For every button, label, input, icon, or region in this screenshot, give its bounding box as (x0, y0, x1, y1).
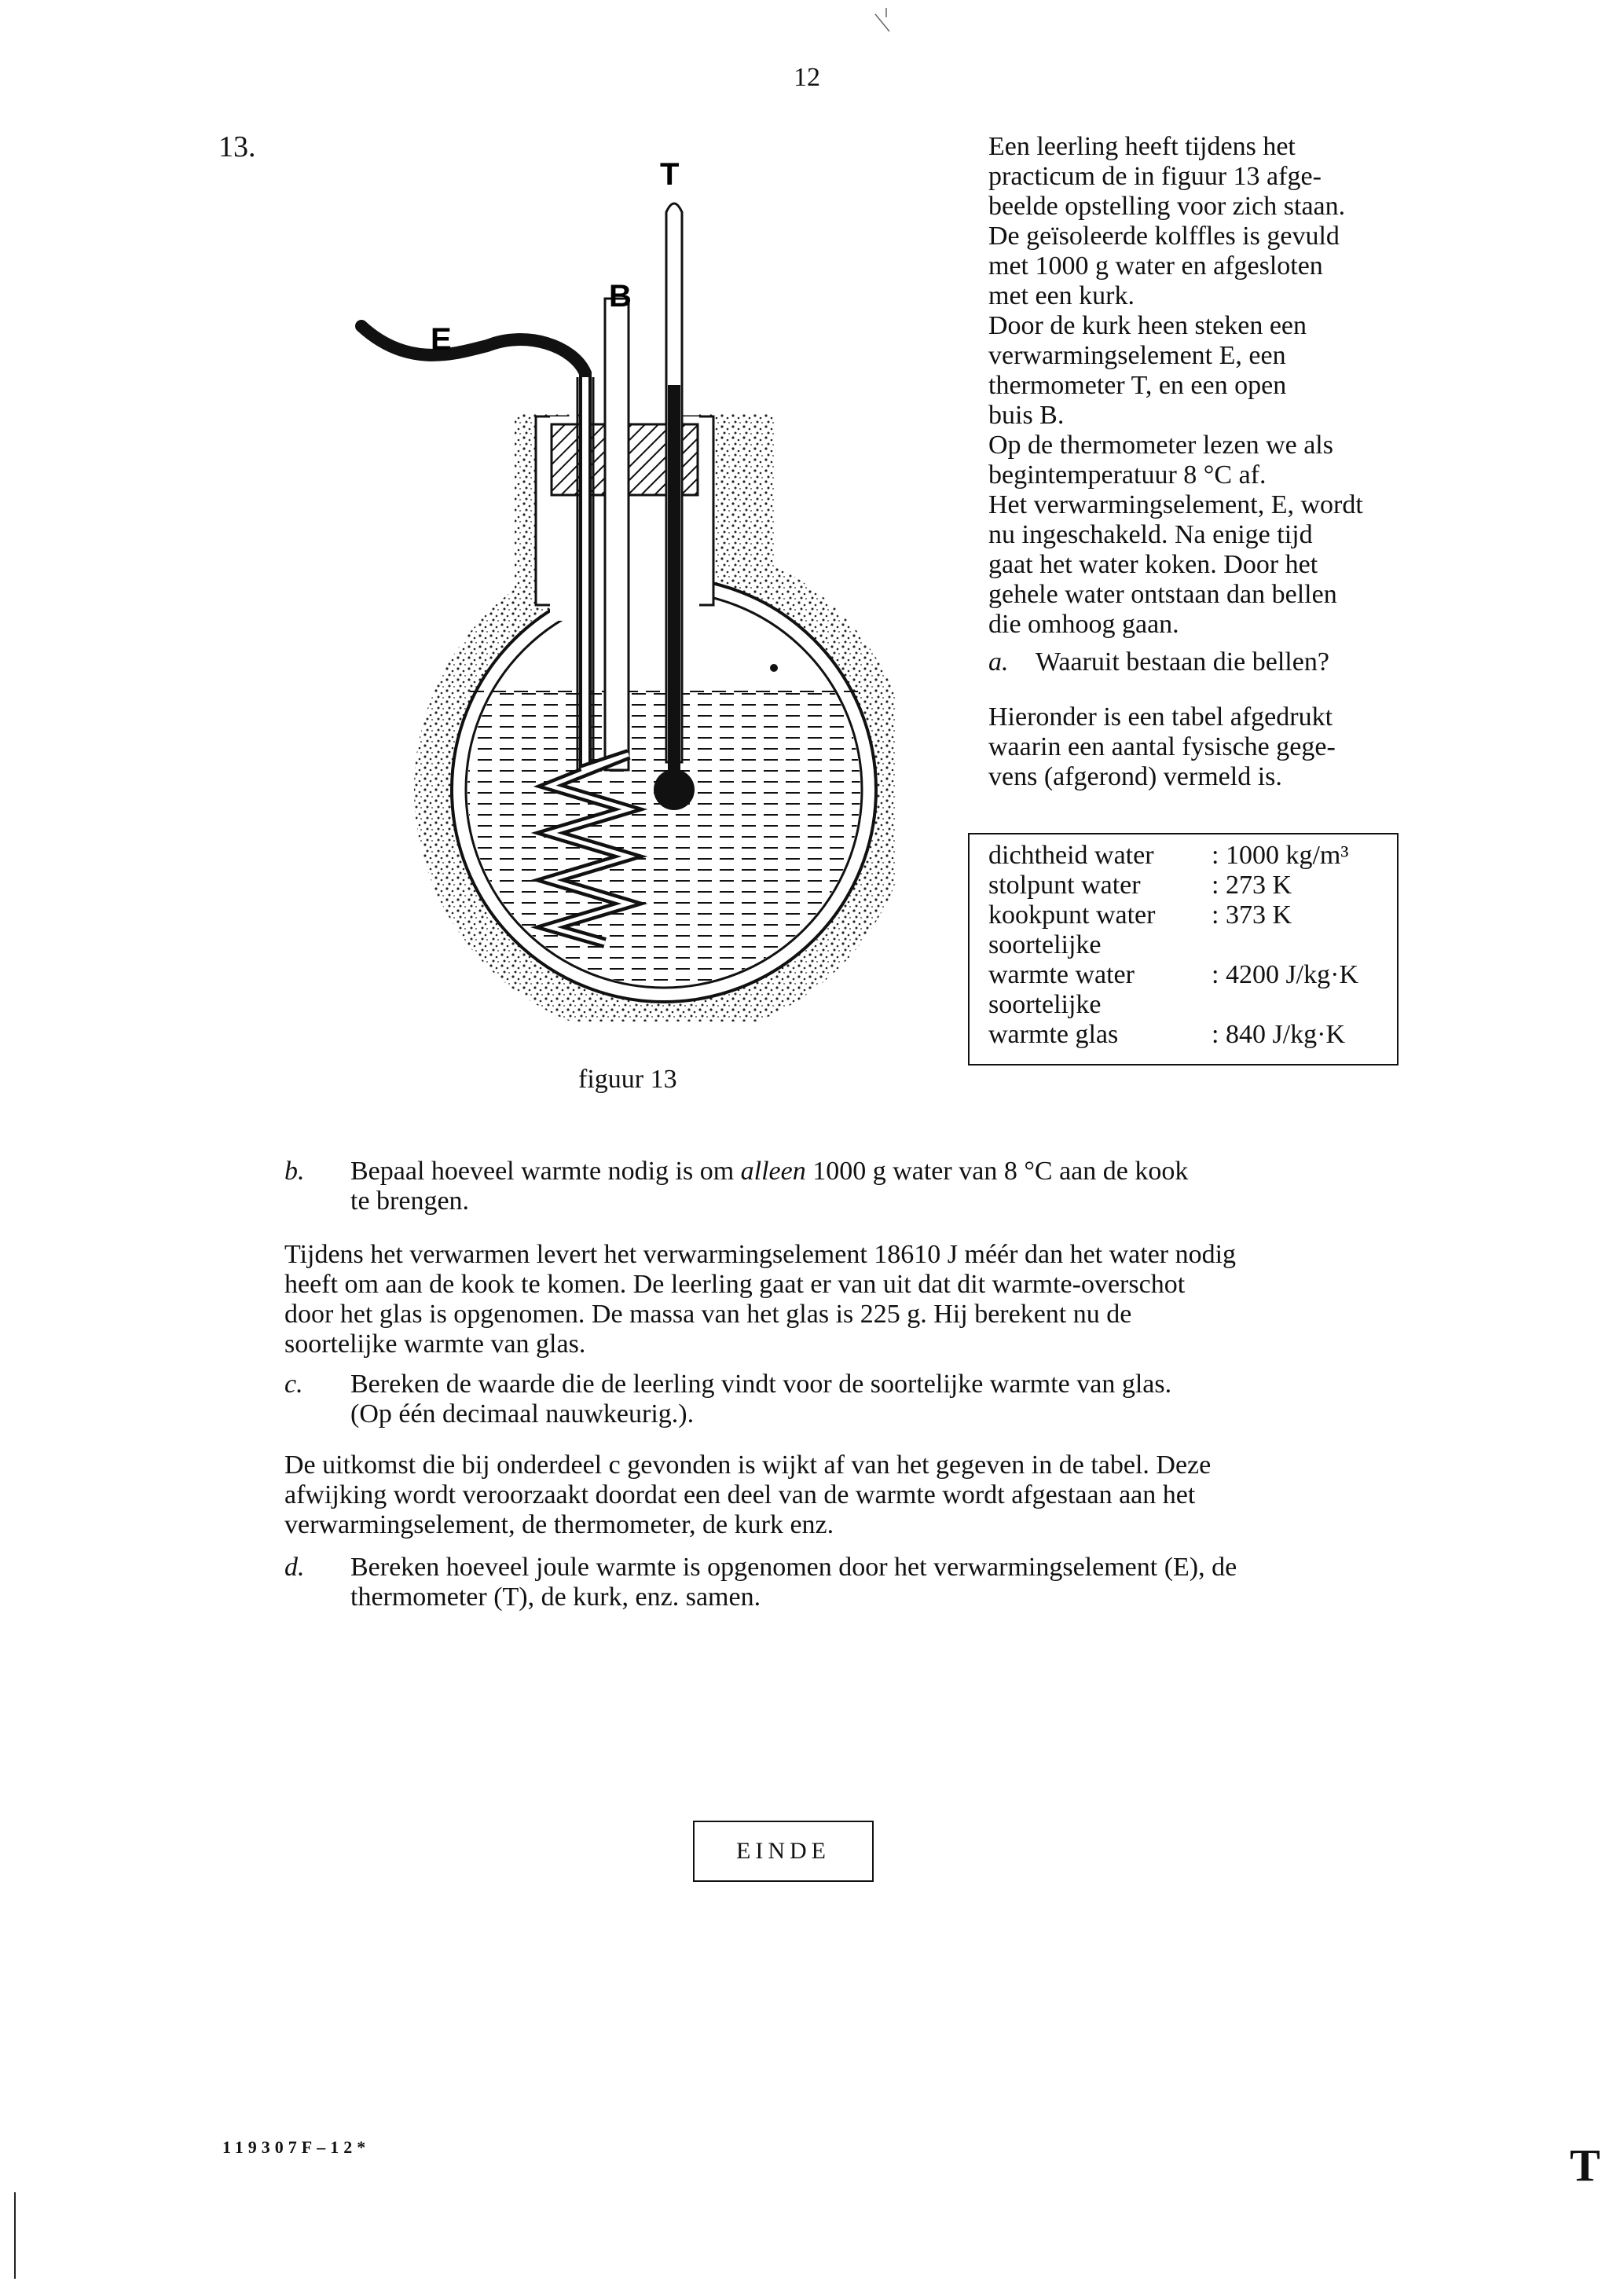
question-letter: c. (284, 1370, 303, 1399)
table-value: : 273 K (1212, 871, 1292, 900)
intro-line: met 1000 g water en afgesloten (988, 251, 1323, 281)
intro-line: buis B. (988, 401, 1065, 430)
label-element: E (431, 322, 452, 357)
physical-data-table (968, 833, 1399, 1065)
table-row (988, 871, 1397, 900)
question-text: Bepaal hoeveel warmte nodig is om alleen 1000 g water van 8 °C aan de kook te brengen. (350, 1157, 1189, 1216)
table-intro-line: waarin een aantal fysische gege- (988, 732, 1336, 761)
question-number: 13. (218, 130, 256, 163)
table-quantity: kookpunt water (988, 900, 1156, 930)
table-quantity: warmte water (988, 960, 1135, 989)
table-quantity: soortelijke (988, 990, 1102, 1019)
intro-line: gaat het water koken. Door het (988, 550, 1318, 579)
intro-line: practicum de in figuur 13 afge- (988, 162, 1322, 191)
table-quantity: soortelijke (988, 930, 1102, 959)
intro-line: Een leerling heeft tijdens het (988, 132, 1296, 161)
question-letter: a. (988, 647, 1009, 677)
table-row (988, 960, 1397, 990)
intro-line: beelde opstelling voor zich staan. (988, 192, 1346, 221)
emphasis: alleen (740, 1157, 806, 1186)
intro-line: Door de kurk heen steken een (988, 311, 1307, 340)
table-row (988, 1020, 1397, 1050)
table-value: : 4200 J/kg·K (1212, 960, 1358, 989)
question-text: Bereken de waarde die de leerling vindt voor de soortelijke warmte van glas. (Op één decimaal nauwkeurig.). (350, 1370, 1172, 1429)
table-value: : 1000 kg/m³ (1212, 841, 1349, 870)
table-quantity: dichtheid water (988, 841, 1154, 870)
table-quantity: warmte glas (988, 1020, 1119, 1049)
table-value: : 373 K (1212, 900, 1292, 930)
figure-caption: figuur 13 (578, 1065, 677, 1094)
table-row (988, 900, 1397, 930)
intro-text (988, 132, 1428, 792)
label-tube: B (609, 279, 632, 314)
intro-line: begintemperatuur 8 °C af. (988, 460, 1267, 490)
intro-line: Het verwarmingselement, E, wordt (988, 490, 1363, 519)
table-value: : 840 J/kg·K (1212, 1020, 1345, 1049)
question-text: Waaruit bestaan die bellen? (1036, 647, 1329, 677)
page-number: 12 (794, 63, 820, 92)
paragraph-2: De uitkomst die bij onderdeel c gevonden is wijkt af van het gegeven in de tabel. Deze afwijking wordt veroorzaakt doordat een deel van de warmte wordt afgestaan aan het verwarmingselement, de thermometer, de kurk enz. (284, 1451, 1212, 1539)
intro-line: verwarmingselement E, een (988, 341, 1286, 370)
table-intro-line: vens (afgerond) vermeld is. (988, 762, 1282, 791)
paragraph-1: Tijdens het verwarmen levert het verwarmingselement 18610 J méér dan het water nodig heeft om aan de kook te komen. De leerling gaat er van uit dat dit warmte-overschot door het glas is opgenomen. De massa van het glas is 225 g. Hij berekent nu de soortelijke warmte van glas. (284, 1240, 1237, 1359)
scan-mark (14, 2192, 16, 2279)
table-row (988, 841, 1397, 871)
bubble-dot (770, 664, 778, 672)
table-row (988, 930, 1397, 960)
intro-line: Op de thermometer lezen we als (988, 431, 1333, 460)
question-a (988, 647, 1428, 677)
figure-13-diagram (346, 149, 896, 1021)
corner-mark: T (1570, 2140, 1600, 2191)
label-thermometer: T (660, 157, 680, 192)
question-text: Bereken hoeveel joule warmte is opgenomen door het verwarmingselement (E), de thermometer (T), de kurk, enz. samen. (350, 1553, 1237, 1612)
intro-line: die omhoog gaan. (988, 610, 1179, 639)
end-marker: EINDE (693, 1821, 874, 1882)
exam-code: 119307F–12* (222, 2137, 371, 2157)
open-tube-b (605, 299, 629, 770)
intro-line: thermometer T, en een open (988, 371, 1287, 400)
intro-line: nu ingeschakeld. Na enige tijd (988, 520, 1313, 549)
question-letter: d. (284, 1553, 305, 1582)
intro-line: met een kurk. (988, 281, 1135, 310)
scan-mark (872, 6, 896, 38)
intro-line: De geïsoleerde kolffles is gevuld (988, 222, 1340, 251)
table-row (988, 990, 1397, 1020)
table-quantity: stolpunt water (988, 871, 1141, 900)
intro-line: gehele water ontstaan dan bellen (988, 580, 1337, 609)
table-intro-line: Hieronder is een tabel afgedrukt (988, 702, 1333, 732)
question-letter: b. (284, 1157, 305, 1186)
